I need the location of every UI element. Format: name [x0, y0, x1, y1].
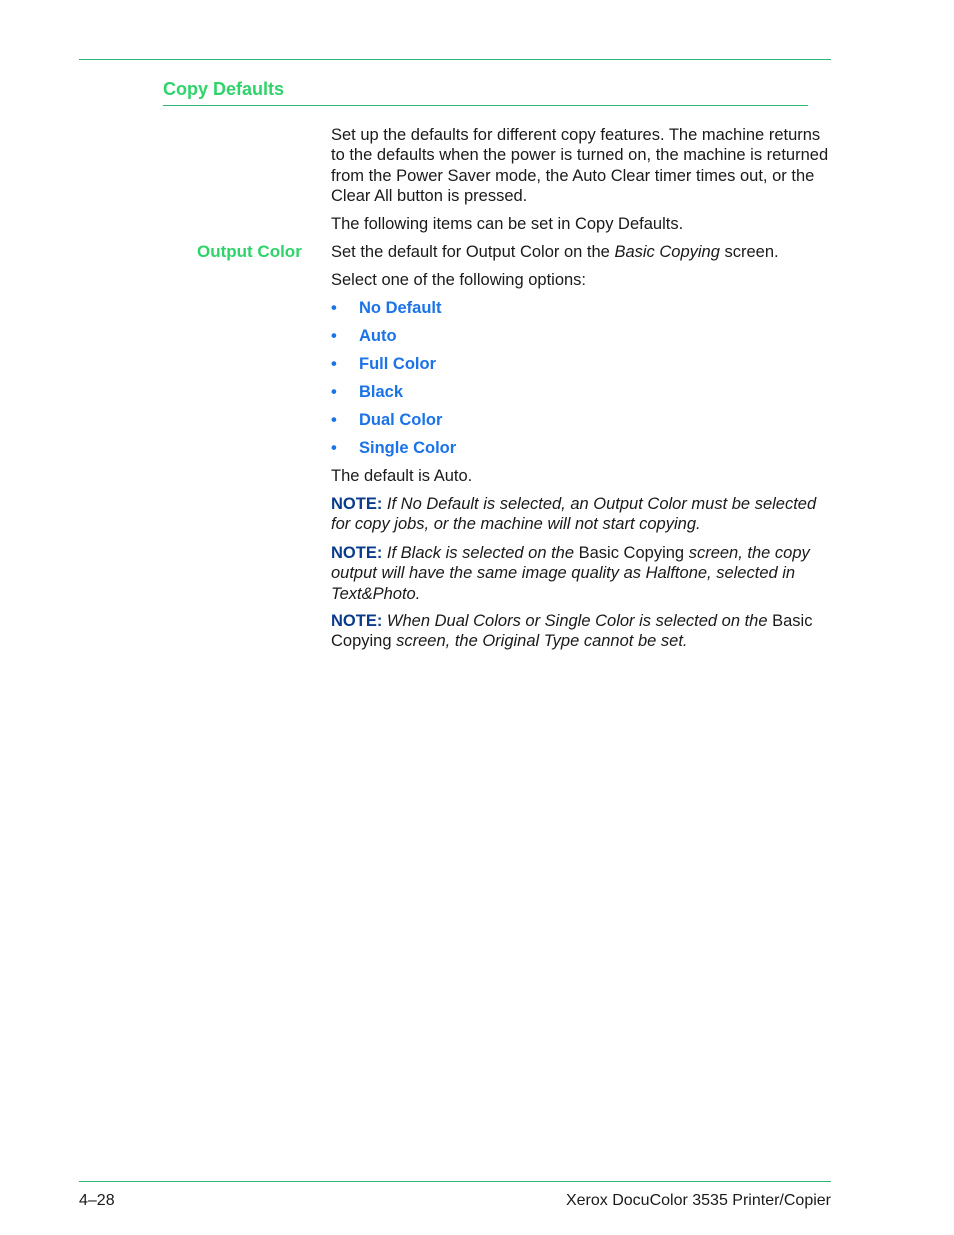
items-text: The following items can be set in Copy Defaults.: [331, 215, 684, 233]
output-desc-after: screen.: [719, 243, 779, 261]
footer-rule: [79, 1181, 831, 1182]
note-text-plain: Basic Copying: [578, 544, 685, 562]
note-text: If No Default is selected, an Output Color must be selected for copy jobs, or the machine will not start copying.: [331, 495, 817, 534]
bullet-icon: •: [331, 439, 337, 457]
note-text-part2: screen, the Original Type cannot be set.: [391, 632, 688, 651]
bullet-icon: •: [331, 327, 337, 345]
list-item: [331, 410, 831, 438]
note-text-plain: Basic Copying: [331, 612, 813, 651]
output-desc-italic: Basic Copying: [614, 243, 720, 261]
select-text: Select one of the following options:: [331, 271, 587, 289]
note-black: [331, 543, 831, 604]
note-no-default: [331, 494, 831, 535]
option-label: Single Color: [359, 439, 457, 457]
section-title: Copy Defaults: [163, 79, 285, 99]
default-paragraph: [331, 466, 831, 486]
bullet-icon: •: [331, 355, 337, 373]
note-text-part1: When Dual Colors or Single Color is selected on the: [382, 612, 773, 630]
output-desc-before: Set the default for Output Color on the: [331, 243, 615, 261]
option-label: No Default: [359, 299, 442, 317]
note-text-part1: If Black is selected on the: [382, 544, 579, 562]
note-label: NOTE:: [331, 544, 383, 562]
select-paragraph: [331, 270, 831, 290]
footer-product-name: Xerox DocuColor 3535 Printer/Copier: [565, 1192, 831, 1209]
list-item: [331, 298, 831, 326]
header-rule: [79, 59, 831, 60]
note-text-part2: screen, the copy output will have the same image quality as Halftone, selected in Text&Photo.: [331, 544, 810, 603]
bullet-icon: •: [331, 383, 337, 401]
title-underline: [163, 105, 808, 106]
option-label: Full Color: [359, 355, 436, 373]
intro-text: Set up the defaults for different copy features. The machine returns to the defaults when the power is turned on, the machine is returned from the Power Saver mode, the Auto Clear timer times out, or the Clear All button is pressed.: [331, 126, 829, 205]
note-dual-single: [331, 611, 831, 652]
note-label: NOTE:: [331, 612, 383, 630]
bullet-icon: •: [331, 299, 337, 317]
bullet-icon: •: [331, 411, 337, 429]
option-label: Auto: [359, 327, 397, 345]
note-label: NOTE:: [331, 495, 383, 513]
list-item: [331, 382, 831, 410]
option-label: Dual Color: [359, 411, 443, 429]
page-number: 4–28: [79, 1192, 115, 1209]
intro-paragraph: [331, 125, 831, 206]
options-list: [331, 298, 831, 466]
default-text: The default is Auto.: [331, 467, 473, 485]
list-item: [331, 354, 831, 382]
output-color-description: [331, 242, 831, 262]
items-paragraph: [331, 214, 831, 234]
list-item: [331, 438, 831, 466]
list-item: [331, 326, 831, 354]
output-color-heading: Output Color: [197, 242, 302, 261]
option-label: Black: [359, 383, 404, 401]
